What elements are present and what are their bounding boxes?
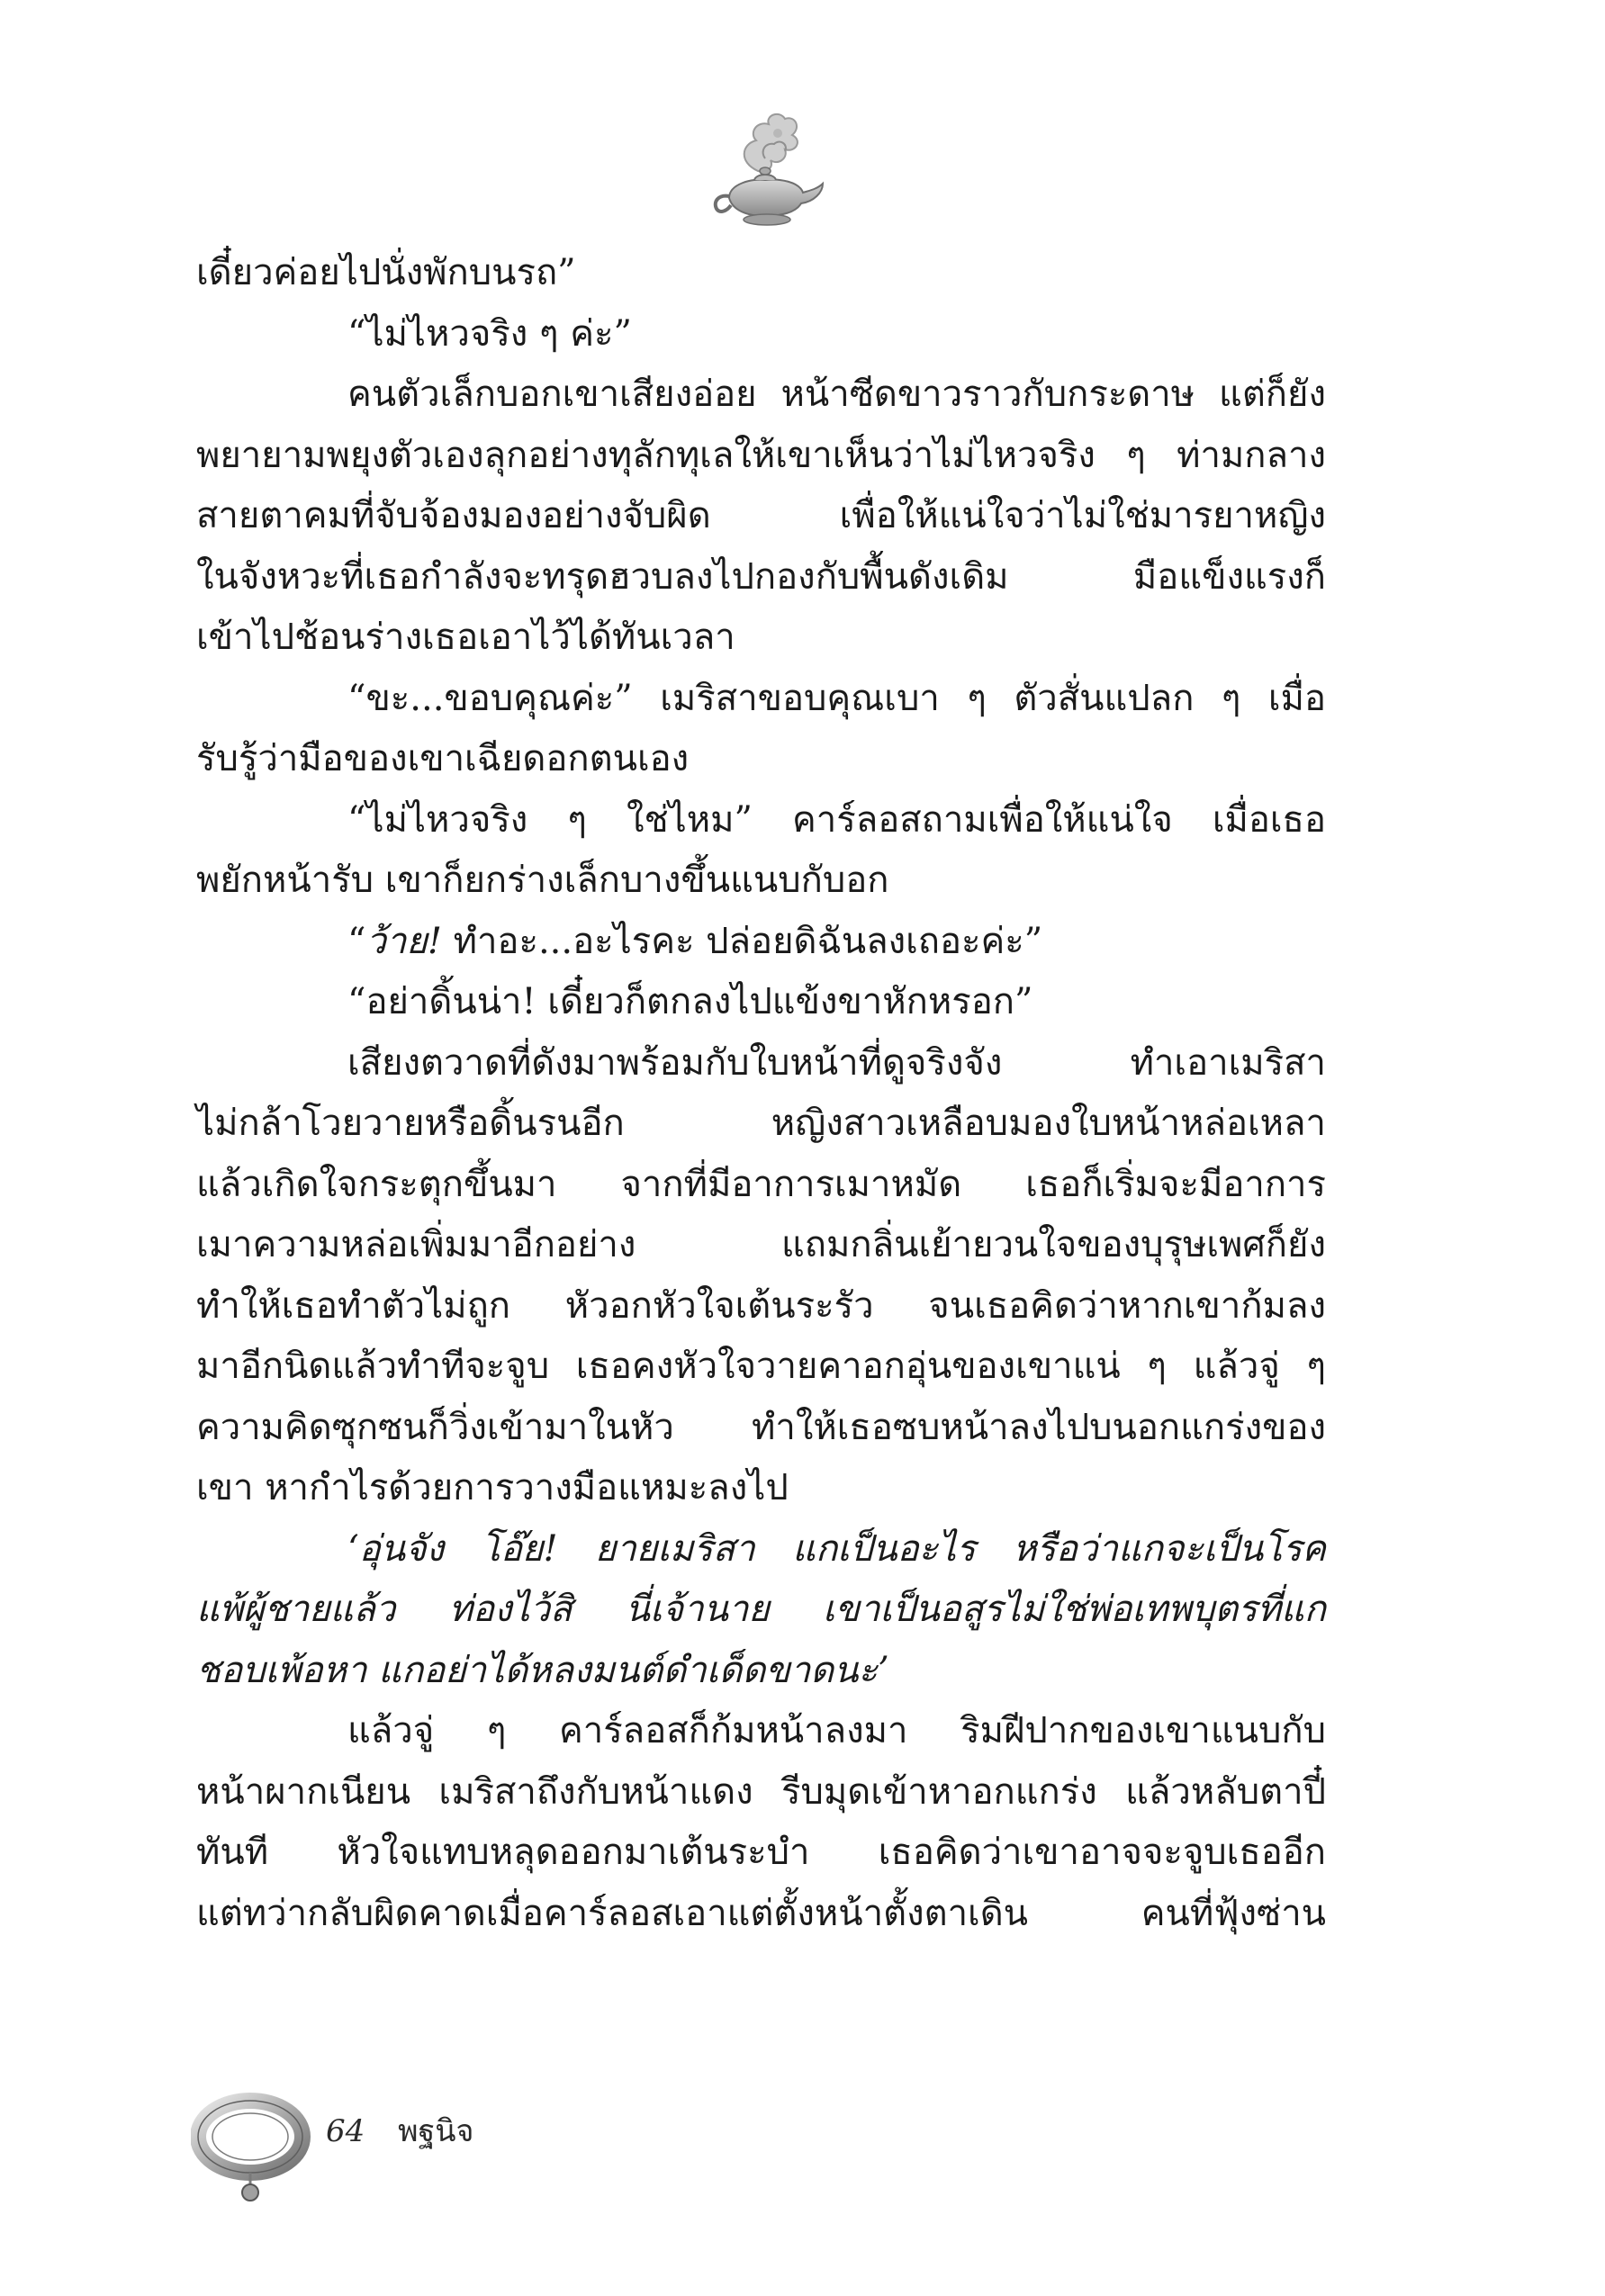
text-line: แล้วจู่ ๆ คาร์ลอสก็ก้มหน้าลงมา ริมฝีปากของเขาแนบกับ: [347, 1710, 1326, 1751]
text-line: เขา หากำไรด้วยการวางมือแหมะลงไป: [196, 1467, 789, 1508]
text-line: รับรู้ว่ามือของเขาเฉียดอกตนเอง: [196, 738, 690, 779]
text-line: ทำให้เธอทำตัวไม่ถูก หัวอกหัวใจเต้นระรัว จนเธอคิดว่าหากเขาก้มลง: [196, 1284, 1326, 1327]
text-line: คนตัวเล็กบอกเขาเสียงอ่อย หน้าซีดขาวราวกับกระดาษ แต่ก็ยัง: [347, 374, 1326, 415]
page-number: 64: [326, 2113, 365, 2149]
author-name: พฐนิจ: [398, 2113, 474, 2149]
text-segment: ทำอะ...อะไรคะ ปล่อยดิฉันลงเถอะค่ะ”: [441, 920, 1043, 962]
footer-text: [326, 2106, 473, 2155]
text-line: พยักหน้ารับ เขาก็ยกร่างเล็กบางขึ้นแนบกับอก: [196, 860, 889, 901]
text-line: “ขะ...ขอบคุณค่ะ” เมริสาขอบคุณเบา ๆ ตัวสั่นแปลก ๆ เมื่อ: [347, 677, 1326, 719]
text-line: หน้าผากเนียน เมริสาถึงกับหน้าแดง รีบมุดเข้าหาอกแกร่ง แล้วหลับตาปี๋: [196, 1770, 1326, 1813]
text-line: แต่ทว่ากลับผิดคาดเมื่อคาร์ลอสเอาแต่ตั้งหน้าตั้งตาเดิน คนที่ฟุ้งซ่าน: [196, 1892, 1326, 1934]
text-line: เข้าไปช้อนร่างเธอเอาไว้ได้ทันเวลา: [196, 617, 735, 658]
text-line: แล้วเกิดใจกระตุกขึ้นมา จากที่มีอาการเมาหมัด เธอก็เริ่มจะมีอาการ: [196, 1163, 1326, 1205]
text-line: “อย่าดิ้นน่า! เดี๋ยวก็ตกลงไปแข้งขาหักหรอก”: [347, 981, 1033, 1022]
text-line: พยายามพยุงตัวเองลุกอย่างทุลักทุเลให้เขาเห็นว่าไม่ไหวจริง ๆ ท่ามกลาง: [196, 434, 1326, 476]
text-line: “ไม่ไหวจริง ๆ ค่ะ”: [347, 312, 632, 355]
text-line: “ไม่ไหวจริง ๆ ใช่ไหม” คาร์ลอสถามเพื่อให้แน่ใจ เมื่อเธอ: [347, 798, 1326, 841]
text-line: ไม่กล้าโวยวายหรือดิ้นรนอีก หญิงสาวเหลือบมองใบหน้าหล่อเหลา: [196, 1103, 1326, 1144]
text-segment: ว้าย!: [365, 920, 442, 962]
text-line: เมาความหล่อเพิ่มมาอีกอย่าง แถมกลิ่นเย้ายวนใจของบุรุษเพศก็ยัง: [196, 1224, 1326, 1265]
body-text: [196, 243, 1326, 1944]
bangle-bracelet-icon: [191, 2079, 317, 2214]
text-line: มาอีกนิดแล้วทำทีจะจูบ เธอคงหัวใจวายคาอกอุ่นของเขาแน่ ๆ แล้วจู่ ๆ: [196, 1346, 1326, 1387]
text-segment: “: [347, 920, 366, 962]
page-footer: [191, 2079, 731, 2214]
text-line: เสียงตวาดที่ดังมาพร้อมกับใบหน้าที่ดูจริงจัง ทำเอาเมริสา: [347, 1041, 1326, 1084]
text-line: เดี๋ยวค่อยไปนั่งพักบนรถ”: [196, 252, 576, 293]
text-line: สายตาคมที่จับจ้องมองอย่างจับผิด เพื่อให้แน่ใจว่าไม่ใช่มารยาหญิง: [196, 495, 1326, 536]
text-line: ‘อุ่นจัง โอ๊ย! ยายเมริสา แกเป็นอะไร หรือว่าแกจะเป็นโรค: [347, 1527, 1326, 1570]
text-line: ในจังหวะที่เธอกำลังจะทรุดฮวบลงไปกองกับพื้นดังเดิม มือแข็งแรงก็: [196, 555, 1326, 598]
genie-lamp-icon: [702, 108, 828, 234]
text-line: ชอบเพ้อหา แกอย่าได้หลงมนต์ดำเด็ดขาดนะ’: [196, 1649, 889, 1691]
text-line: ความคิดซุกซนก็วิ่งเข้ามาในหัว ทำให้เธอซบหน้าลงไปบนอกแกร่งของ: [196, 1406, 1326, 1448]
text-line: แพ้ผู้ชายแล้ว ท่องไว้สิ นี่เจ้านาย เขาเป็นอสูรไม่ใช่พ่อเทพบุตรที่แก: [196, 1589, 1326, 1630]
text-line: [196, 912, 1326, 973]
text-line: ทันที หัวใจแทบหลุดออกมาเต้นระบำ เธอคิดว่าเขาอาจจะจูบเธออีก: [196, 1832, 1326, 1873]
